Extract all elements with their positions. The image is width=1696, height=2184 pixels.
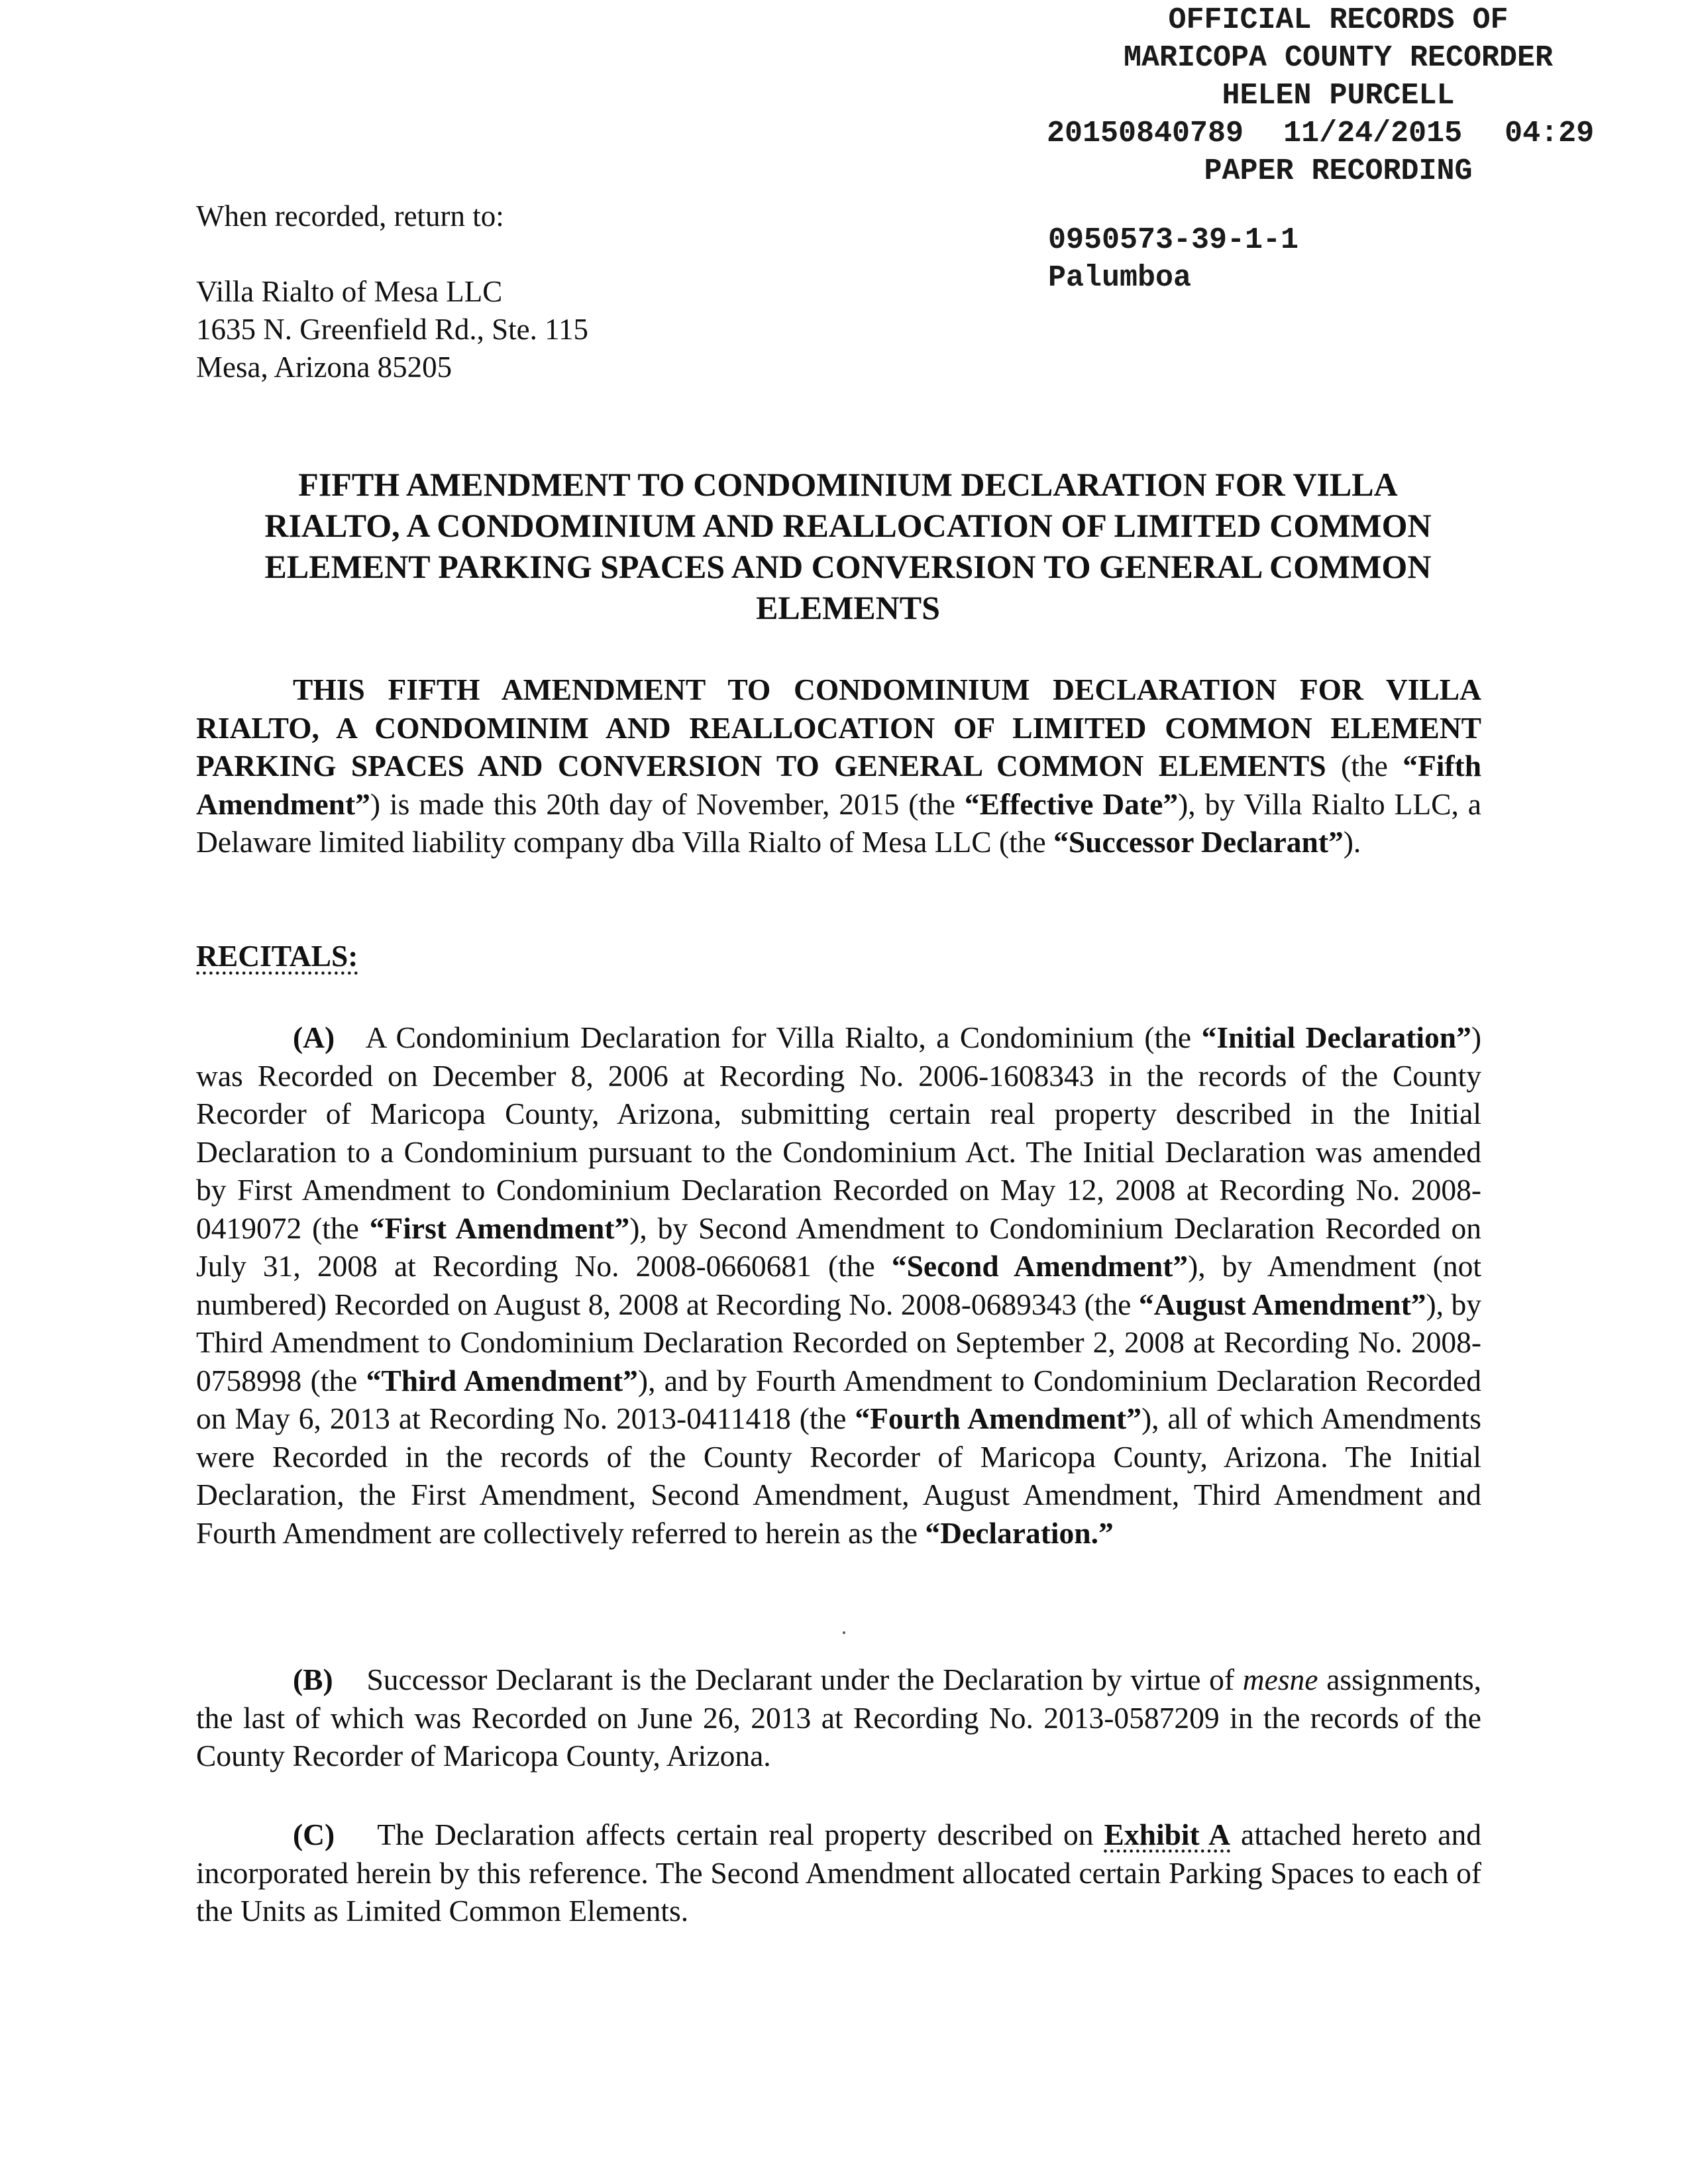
record-number: 20150840789 — [1047, 117, 1244, 150]
return-name: Villa Rialto of Mesa LLC — [196, 275, 503, 308]
recital-text: A Condominium Declaration for Villa Rialto, a Condominium (the — [365, 1020, 1202, 1054]
intro-text: ). — [1343, 825, 1361, 859]
term-declaration: “Declaration.” — [925, 1515, 1114, 1550]
intro-text: ) is made this 20th day of November, 2015 (the — [370, 787, 965, 821]
intro-text: ), by Villa Rialto LLC, a Delaware limited liability company dba Villa Rialto of Mesa LLC (the — [196, 787, 1482, 859]
term-fourth-amendment: “Fourth Amendment” — [855, 1401, 1141, 1435]
intro-paragraph — [196, 671, 1481, 861]
recital-text: ), all of which Amendments were Recorded in the records of the County Recorder of Maricopa County, Arizona. The Initial Declaration, the First Amendment, Second Amendment, August Amendment, Third Amendment and Fourth Amendment are collectively referred to herein as the — [196, 1401, 1481, 1550]
record-date: 11/24/2015 — [1283, 117, 1463, 150]
recorder-stamp — [1034, 1, 1643, 190]
document-code: 0950573-39-1-1 — [1048, 223, 1299, 257]
recital-a-label: (A) — [293, 1020, 335, 1054]
return-street: 1635 N. Greenfield Rd., Ste. 115 — [196, 313, 588, 346]
record-time: 04:29 — [1505, 117, 1595, 150]
document-title — [192, 464, 1504, 628]
exhibit-a-reference: Exhibit A — [1104, 1818, 1231, 1851]
intro-lead: THIS FIFTH AMENDMENT TO CONDOMINIUM DECLARATION FOR VILLA RIALTO, A CONDOMINIM AND REALLOCATION OF LIMITED COMMON ELEMENT PARKING SPACES AND CONVERSION TO GENERAL COMMON ELEMENTS — [196, 673, 1481, 783]
stamp-line-1: OFFICIAL RECORDS OF — [1168, 3, 1509, 37]
return-city: Mesa, Arizona 85205 — [196, 351, 452, 384]
intro-text: (the — [1326, 749, 1403, 783]
stamp-line-2: MARICOPA COUNTY RECORDER — [1123, 41, 1554, 75]
recital-text: ), by Second Amendment to Condominium Declaration Recorded on July 31, 2008 at Recording No. 2008-0660681 (the — [196, 1211, 1481, 1283]
recital-c — [196, 1816, 1481, 1930]
return-address-block — [196, 197, 588, 386]
recitals-heading: RECITALS: — [196, 939, 358, 973]
title-line-2: RIALTO, A CONDOMINIUM AND REALLOCATION OF LIMITED COMMON — [264, 507, 1432, 544]
stamp-line-5: PAPER RECORDING — [1204, 154, 1473, 188]
term-initial-declaration: “Initial Declaration” — [1201, 1020, 1471, 1054]
recital-text: ), by Third Amendment to Condominium Declaration Recorded on September 2, 2008 at Recording No. 2008-0758998 (the — [196, 1287, 1481, 1397]
recital-b — [196, 1661, 1481, 1775]
term-effective-date: “Effective Date” — [964, 787, 1179, 821]
recital-text: Successor Declarant is the Declarant under the Declaration by virtue of — [366, 1663, 1243, 1696]
term-third-amendment: “Third Amendment” — [366, 1363, 638, 1397]
recital-b-label: (B) — [293, 1663, 333, 1696]
recital-text: attached hereto and incorporated herein by this reference. The Second Amendment allocated certain Parking Spaces to each of the Units as Limited Common Elements. — [196, 1818, 1482, 1928]
recital-text: ), and by Fourth Amendment to Condominium Declaration Recorded on May 6, 2013 at Recording No. 2013-0411418 (the — [196, 1363, 1481, 1435]
clerk-name: Palumboa — [1048, 261, 1192, 295]
term-august-amendment: “August Amendment” — [1138, 1287, 1426, 1321]
stamp-line-3: HELEN PURCELL — [1222, 79, 1455, 113]
recital-text: ) was Recorded on December 8, 2006 at Recording No. 2006-1608343 in the records of the County Recorder of Maricopa County, Arizona, submitting certain real property described in the Initial Declaration to a Condominium pursuant to the Condominium Act. The Initial Declaration was amended by First Amendment to Condominium Declaration Recorded on May 12, 2008 at Recording No. 2008-0419072 (the — [196, 1020, 1481, 1245]
title-line-1: FIFTH AMENDMENT TO CONDOMINIUM DECLARATION FOR VILLA — [298, 466, 1398, 503]
document-code-block — [1048, 221, 1298, 297]
stamp-record-line — [1034, 115, 1643, 152]
recital-text: assignments, the last of which was Recorded on June 26, 2013 at Recording No. 2013-0587209 in the records of the County Recorder of Maricopa County, Arizona. — [196, 1663, 1482, 1773]
recital-a — [196, 1018, 1481, 1552]
term-successor-declarant: “Successor Declarant” — [1053, 825, 1344, 859]
title-line-3: ELEMENT PARKING SPACES AND CONVERSION TO GENERAL COMMON — [264, 548, 1432, 585]
title-line-4: ELEMENTS — [756, 589, 940, 626]
recital-c-label: (C) — [293, 1818, 335, 1851]
recital-text: ), by Amendment (not numbered) Recorded on August 8, 2008 at Recording No. 2008-0689343 (the — [196, 1249, 1482, 1321]
recital-text: The Declaration affects certain real property described on — [377, 1818, 1104, 1851]
scan-speck — [843, 1631, 845, 1634]
term-first-amendment: “First Amendment” — [369, 1211, 630, 1245]
return-label: When recorded, return to: — [196, 199, 504, 233]
term-mesne: mesne — [1242, 1663, 1318, 1696]
term-second-amendment: “Second Amendment” — [891, 1249, 1189, 1283]
term-fifth-amendment: “Fifth Amendment” — [196, 749, 1481, 821]
